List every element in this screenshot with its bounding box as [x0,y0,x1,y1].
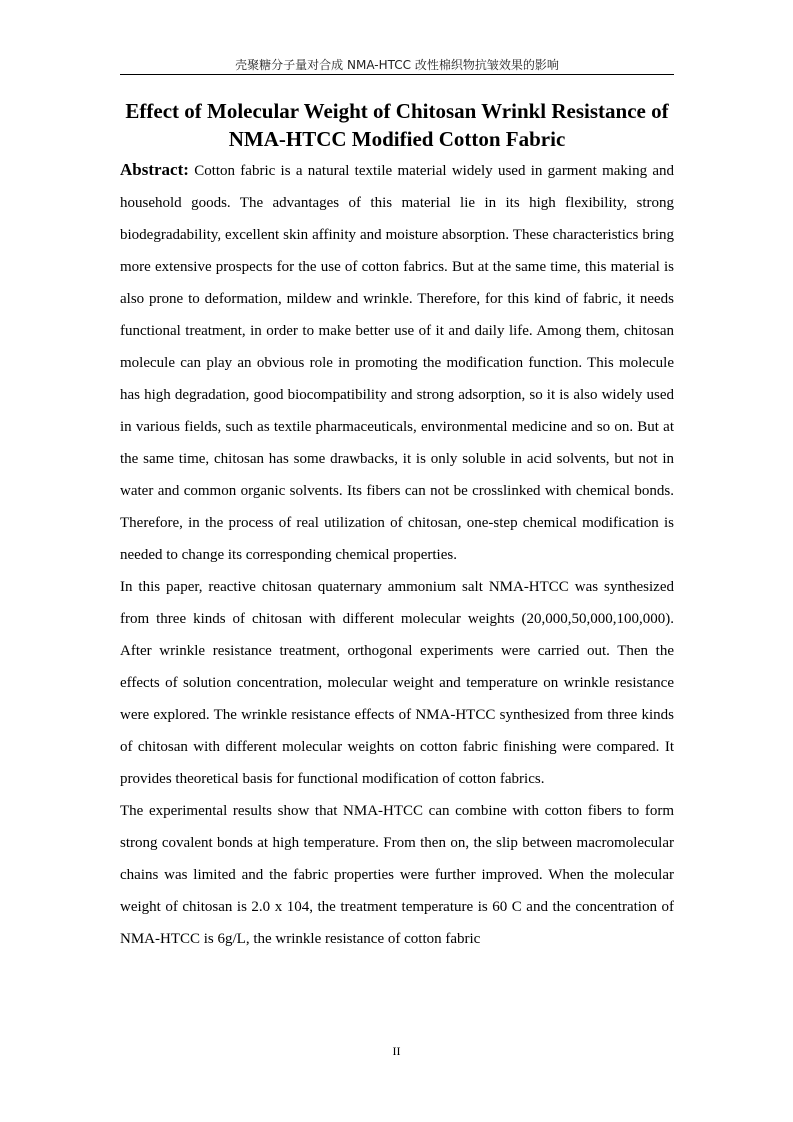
abstract-body [120,154,674,955]
abstract-paragraph-2: In this paper, reactive chitosan quaternary ammonium salt NMA-HTCC was synthesized from three kinds of chitosan with different molecular weights (20,000,50,000,100,000). After wrinkle resistance treatment, orthogonal experiments were carried out. Then the effects of solution concentration, molecular weight and temperature on wrinkle resistance were explored. The wrinkle resistance effects of NMA-HTCC synthesized from three kinds of chitosan with different molecular weights on cotton fabric finishing were compared. It provides theoretical basis for functional modification of cotton fabrics. [120,579,674,787]
abstract-paragraph-1-text: Cotton fabric is a natural textile material widely used in garment making and household goods. The advantages of this material lie in its high flexibility, strong biodegradability, excellent skin affinity and moisture absorption. These characteristics bring more extensive prospects for the use of cotton fabrics. But at the same time, this material is also prone to deformation, mildew and wrinkle. Therefore, for this kind of fabric, it needs functional treatment, in order to make better use of it and daily life. Among them, chitosan molecule can play an obvious role in promoting the modification function. This molecule has high degradation, good biocompatibility and strong adsorption, so it is also widely used in various fields, such as textile pharmaceuticals, environmental medicine and so on. But at the same time, chitosan has some drawbacks, it is only soluble in acid solvents, but not in water and common organic solvents. Its fibers can not be crosslinked with chemical bonds. Therefore, in the process of real utilization of chitosan, one-step chemical modification is needed to change its corresponding chemical properties. [120,163,674,563]
page-number: II [392,1044,401,1058]
abstract-label: Abstract: [120,160,189,179]
paper-title: Effect of Molecular Weight of Chitosan Wrinkl Resistance of NMA-HTCC Modified Cotton Fabric [125,99,669,151]
header-divider [120,74,674,75]
running-header: 壳聚糖分子量对合成 NMA-HTCC 改性棉织物抗皱效果的影响 [235,58,559,72]
abstract-paragraph-1 [120,154,674,571]
abstract-paragraph-3: The experimental results show that NMA-HTCC can combine with cotton fibers to form strong covalent bonds at high temperature. From then on, the slip between macromolecular chains was limited and the fabric properties were further improved. When the molecular weight of chitosan is 2.0 x 104, the treatment temperature is 60 C and the concentration of NMA-HTCC is 6g/L, the wrinkle resistance of cotton fabric [120,803,674,947]
